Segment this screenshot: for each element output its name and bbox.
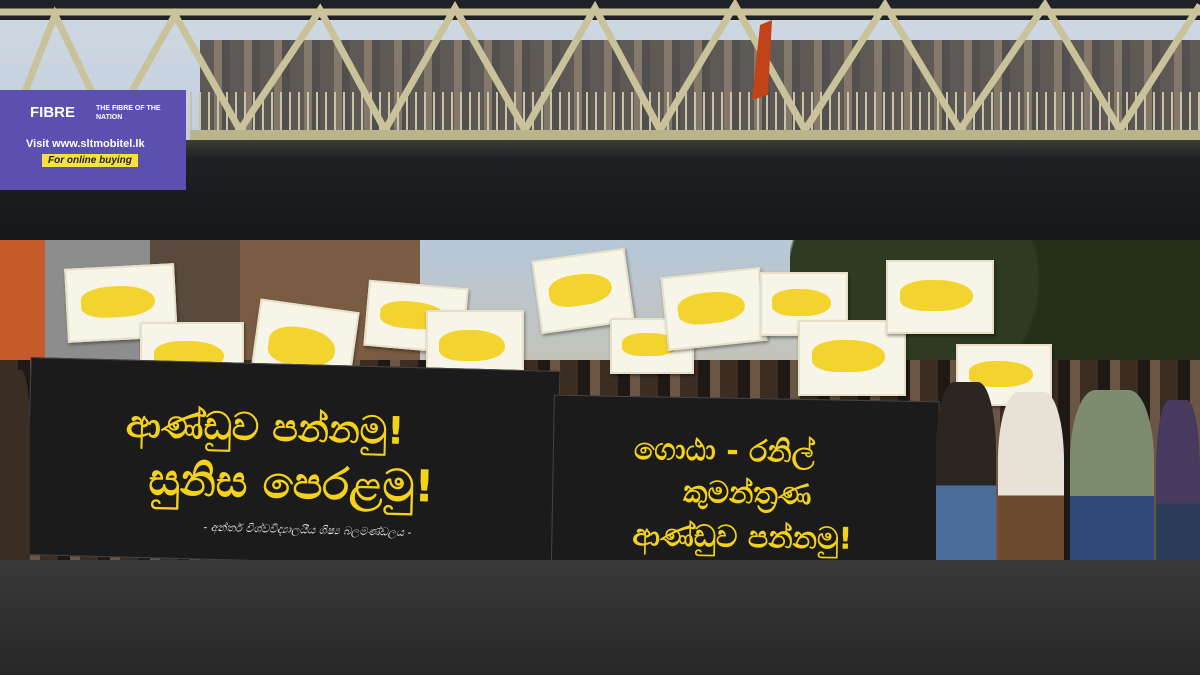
billboard-brand: FIBRE xyxy=(30,104,75,121)
banner-right-line2: කුමන්ත්‍රණ xyxy=(682,474,812,513)
billboard-slogan: THE FIBRE OF THE NATION xyxy=(96,105,161,121)
road xyxy=(0,560,1200,675)
fibre-billboard xyxy=(0,90,186,190)
banner-left-signature: - අන්තර් විශ්වවිද්‍යාලයීය ශිෂ්‍ය බලමණ්ඩලය - xyxy=(203,520,412,540)
flag xyxy=(752,20,772,100)
banner-left-line1: ආණ්ඩුව පන්නමු! xyxy=(125,401,405,453)
billboard-visit: Visit www.sltmobitel.lk xyxy=(26,138,145,150)
placard xyxy=(886,260,994,334)
placard xyxy=(660,267,767,351)
banner-right-line1: ගොඨා - රනිල් xyxy=(633,432,815,471)
banner-left-line2: සුනිස පෙරළමු! xyxy=(147,454,436,513)
billboard-online: For online buying xyxy=(42,154,138,167)
person xyxy=(0,370,30,570)
banner-left xyxy=(25,357,560,569)
banner-right-line3: ආණ්ඩුව පන්නමු! xyxy=(632,518,853,557)
